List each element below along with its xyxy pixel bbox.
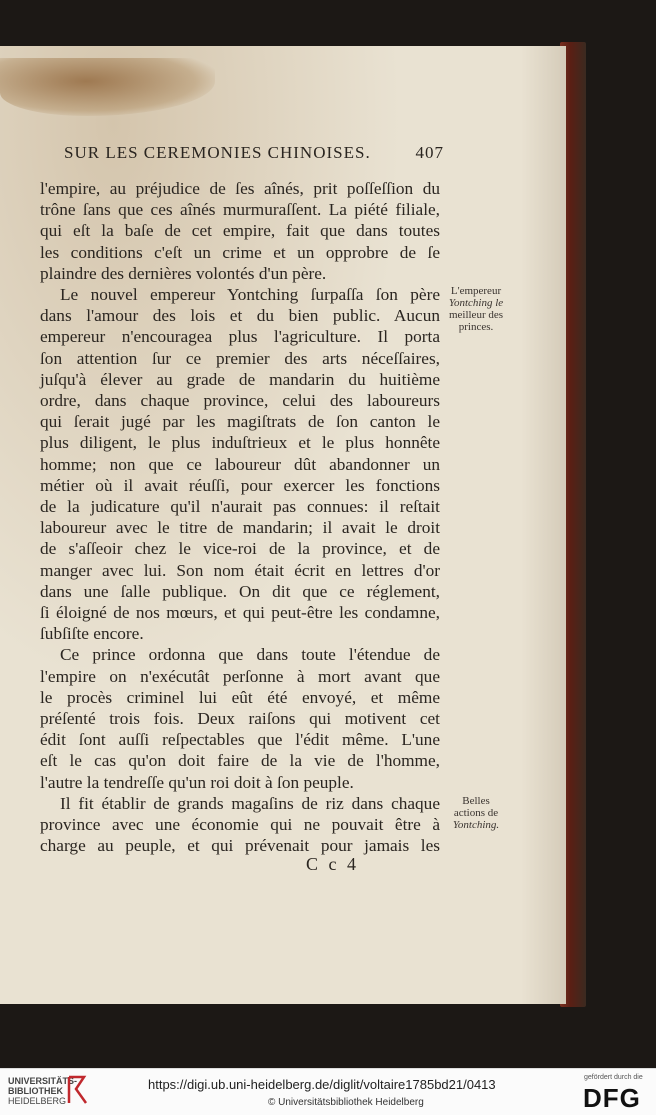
text-line: eſt le cas qu'on doit faire de la vie de l'homme, (40, 751, 440, 771)
text-line: Le nouvel empereur Yontching ſurpaſſa ſon père (60, 285, 440, 305)
text-line: l'empire, au préjudice de ſes aînés, prit poſſeſſion du (40, 179, 440, 198)
text-line: empereur n'encouragea plus l'agriculture. Il porta (40, 327, 440, 347)
text-line: Ce prince ordonna que dans toute l'étendue de (60, 645, 440, 665)
text-line: métier où il avait réuſſi, pour exercer les fonctions (40, 475, 440, 495)
margin-note-line: princes. (458, 321, 494, 333)
text-line: préſenté trois fois. Deux raiſons qui motivent cet (40, 709, 440, 729)
text-line: ſi éloigné de nos mœurs, et qui peut-être les condamne, (40, 603, 440, 623)
logo-line: BIBLIOTHEK (8, 1086, 63, 1096)
text-line: plaindre des dernières volontés d'un père. (40, 263, 327, 283)
margin-note-line: Yontching le (448, 297, 504, 309)
text-line: trône ſans que ces aînés murmuraſſent. La piété filiale, (40, 200, 440, 220)
text-line: homme; non que ce laboureur dût abandonner un (40, 454, 440, 474)
margin-note-line: L'empereur (450, 285, 502, 297)
text-line: édit ſont auſſi reſpectables que l'édit même. L'une (40, 730, 440, 750)
text-line: plus diligent, le plus induſtrieux et le plus honnête (40, 433, 440, 453)
text-line: ordre, dans chaque province, celui des laboureurs (40, 391, 440, 411)
viewer-footer (0, 1068, 656, 1115)
logo-line: HEIDELBERG (8, 1096, 67, 1106)
copyright-notice: © Universitätsbibliothek Heidelberg (268, 1097, 424, 1108)
signature-mark: C c 4 (306, 854, 359, 874)
margin-note-actions (440, 795, 512, 831)
margin-note-line: Yontching. (452, 819, 500, 831)
text-line: l'autre la tendreſſe qu'un roi doit à ſon peuple. (40, 772, 354, 792)
library-emblem-icon (66, 1075, 88, 1105)
text-line: laboureur avec le titre de mandarin; il avait le droit (40, 518, 440, 538)
text-line: le procès criminel lui eût été envoyé, et même (40, 687, 440, 707)
text-line: de la judicature qu'il n'aurait pas connues: il reſtait (40, 497, 440, 517)
body-text (40, 178, 440, 857)
text-line: manger avec lui. Son nom était écrit en lettres d'or (40, 560, 440, 580)
text-line: les conditions c'eſt un crime et un opprobre de ſe (40, 242, 440, 262)
funder-caption: gefördert durch die (584, 1074, 643, 1081)
text-line: Il fit établir de grands magaſins de riz dans chaque (60, 793, 440, 813)
text-line: de s'aſſeoir chez le vice-roi de la province, et de (40, 539, 440, 559)
permalink-url[interactable]: https://digi.ub.uni-heidelberg.de/diglit/voltaire1785bd21/0413 (148, 1077, 496, 1092)
text-line: juſqu'à élever au grade de mandarin du huitième (40, 369, 440, 389)
text-line: charge au peuple, et qui prévenait pour jamais les (40, 836, 440, 856)
logo-line: UNIVERSITÄTS- (8, 1076, 78, 1086)
text-line: ſubſiſte encore. (40, 624, 144, 644)
dfg-logo[interactable]: DFG (583, 1083, 641, 1113)
margin-note-line: Belles (462, 795, 490, 807)
text-line: qui ſerait jugé par les magiſtrats de ſon canton le (40, 412, 440, 432)
text-line: dans une ſalle publique. On dit que ce réglement, (40, 581, 440, 601)
page-number: 407 (415, 143, 444, 162)
margin-note-line: actions de (453, 807, 499, 819)
text-line: l'empire on n'exécutât perſonne à mort avant que (40, 666, 440, 686)
margin-note-line: meilleur des (448, 309, 504, 321)
text-line: dans l'amour des lois et du bien public. Aucun (40, 306, 440, 326)
text-line: ſon attention ſur ce premier des arts néceſſaires, (40, 348, 440, 368)
running-head-title: SUR LES CEREMONIES CHINOISES. (64, 143, 371, 162)
text-line: qui eſt la baſe de cet empire, fait que dans toutes (40, 221, 440, 241)
text-line: province avec une économie qui ne pouvait être à (40, 815, 440, 835)
running-head (64, 143, 444, 163)
margin-note-emperor (440, 285, 512, 333)
